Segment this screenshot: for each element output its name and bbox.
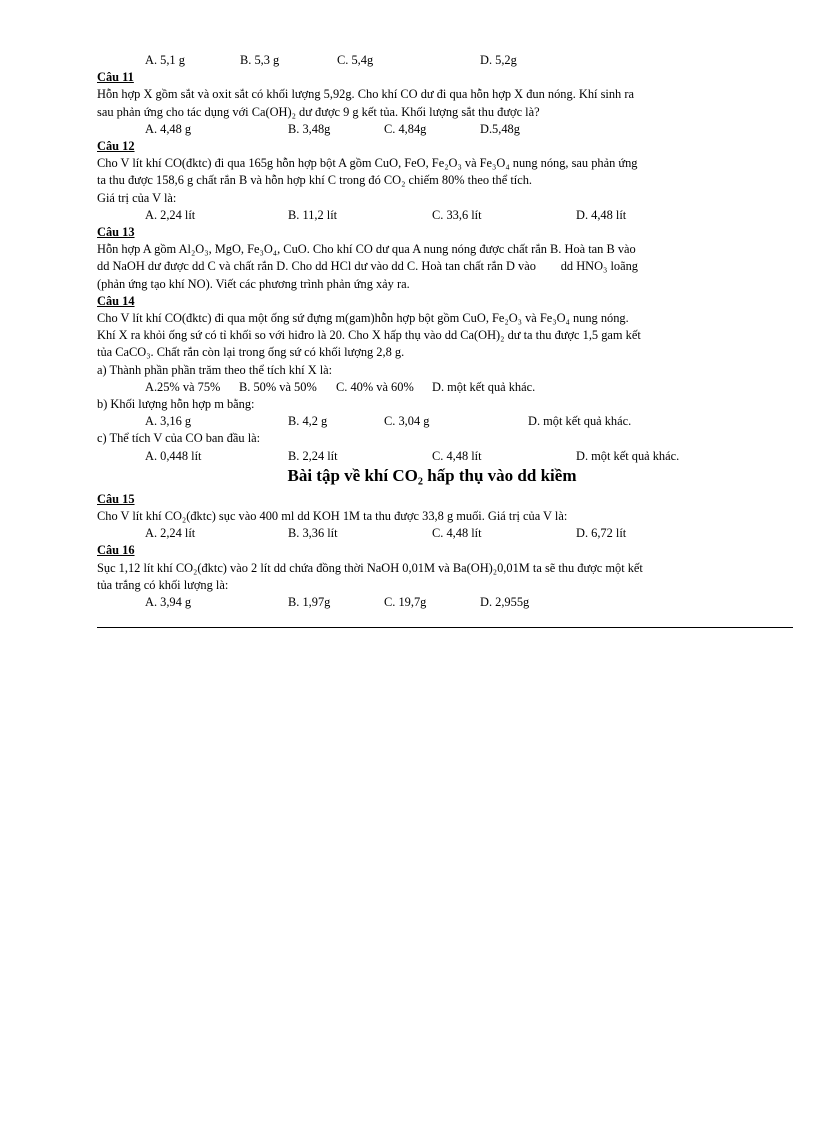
option-b: B. 3,36 lít [288,526,338,541]
option-b: B. 4,2 g [288,414,328,429]
question-title: Câu 16 [97,543,135,558]
option-c: C. 5,4g [337,53,374,67]
q15-options [97,525,737,542]
question-text-line: dd NaOH dư được dd C và chất rắn D. Cho dd HCl dư vào dd C. Hoà tan chất rắn D vào dd HNO₃ loãng [97,259,639,274]
option-b: B. 1,97g [288,594,331,609]
q14b-options [97,413,737,430]
option-d: D. 2,955g [480,594,530,609]
horizontal-divider [97,627,793,628]
option-b: B. 2,24 lít [288,448,338,463]
question-text-line: sau phản ứng cho tác dụng với Ca(OH)₂ dư được 9 g kết tủa. Khối lượng sắt thu được là? [97,104,540,119]
question-text-line: tủa trắng có khối lượng là: [97,577,229,592]
question-title: Câu 11 [97,70,134,85]
option-d: D. 5,2g [480,53,517,67]
option-b: B. 5,3 g [240,53,280,67]
sub-question: b) Khối lượng hỗn hợp m bằng: [97,397,255,411]
sub-question: a) Thành phần phần trăm theo thể tích khí X là: [97,362,333,377]
option-c: C. 19,7g [384,594,427,609]
question-text-line: Cho V lít khí CO₂(đktc) sục vào 400 ml dd KOH 1M ta thu được 33,8 g muối. Giá trị của V là: [97,508,568,523]
question-text-line: Hỗn hợp A gồm Al₂O₃, MgO, Fe₃O₄, CuO. Cho khí CO dư qua A nung nóng được chất rắn B. Hoà tan B vào [97,242,636,257]
question-title: Câu 13 [97,224,135,239]
question-text-line: ta thu được 158,6 g chất rắn B và hỗn hợp khí C trong đó CO₂ chiếm 80% theo thể tích. [97,173,533,188]
question-text-line: Sục 1,12 lít khí CO₂(đktc) vào 2 lít dd chứa đồng thời NaOH 0,01M và Ba(OH)₂0,01M ta sẽ thu được một kết [97,560,643,575]
option-a: A. 3,94 g [145,594,192,609]
option-a: A. 5,1 g [145,53,185,67]
option-d: D. 6,72 lít [576,526,627,541]
question-text-line: Cho V lít khí CO(đktc) đi qua 165g hỗn hợp bột A gồm CuO, FeO, Fe₂O₃ và Fe₃O₄ nung nóng, sau phản ứng [97,156,638,171]
option-b: B. 11,2 lít [288,207,338,222]
option-d: D. một kết quả khác. [576,448,680,463]
option-d: D. một kết quả khác. [432,379,536,394]
question-text-line: tủa CaCO₃. Chất rắn còn lại trong ống sứ có khối lượng 2,8 g. [97,345,405,360]
question-text-line: Hỗn hợp X gồm sắt và oxit sắt có khối lượng 5,92g. Cho khí CO dư đi qua hỗn hợp X đun nóng. Khí sinh ra [97,87,634,102]
option-c: C. 4,48 lít [432,448,482,463]
option-a: A. 3,16 g [145,414,192,429]
q12-options [97,207,737,224]
question-text-line: Giá trị của V là: [97,190,177,205]
option-a: A. 4,48 g [145,121,192,136]
question-text-line: Cho V lít khí CO(đktc) đi qua một ống sứ đựng m(gam)hỗn hợp bột gồm CuO, Fe₂O₃ và Fe₃O₄ nung nóng. [97,311,629,325]
option-c: C. 40% và 60% [336,379,414,394]
option-d: D.5,48g [480,121,520,136]
question-text-line: (phản ứng tạo khí NO). Viết các phương trình phản ứng xảy ra. [97,276,410,291]
q16-options [97,594,737,611]
option-a: A. 2,24 lít [145,207,196,222]
question-text-line: Khí X ra khỏi ống sứ có tỉ khối so với hiđro là 20. Cho X hấp thụ vào dd Ca(OH)₂ dư ta thu được 1,5 gam kết [97,328,641,343]
option-b: B. 3,48g [288,121,331,136]
option-d: D. một kết quả khác. [528,414,632,429]
document-page [97,52,737,611]
q10-options [97,52,737,69]
option-a: A. 2,24 lít [145,526,196,541]
option-a: A.25% và 75% [145,379,221,394]
q14a-options [97,379,737,396]
q14c-options [97,448,737,465]
option-a: A. 0,448 lít [145,448,202,463]
option-c: C. 3,04 g [384,414,430,429]
option-d: D. 4,48 lít [576,207,627,222]
sub-question: c) Thể tích V của CO ban đầu là: [97,431,261,446]
q11-options [97,121,737,138]
option-c: C. 4,48 lít [432,526,482,541]
option-b: B. 50% và 50% [239,379,317,394]
section-heading: Bài tập về khí CO₂ hấp thụ vào dd kiềm [287,465,577,485]
option-c: C. 33,6 lít [432,207,482,222]
question-title: Câu 15 [97,491,135,506]
question-title: Câu 14 [97,293,135,308]
question-title: Câu 12 [97,138,135,153]
option-c: C. 4,84g [384,121,427,136]
